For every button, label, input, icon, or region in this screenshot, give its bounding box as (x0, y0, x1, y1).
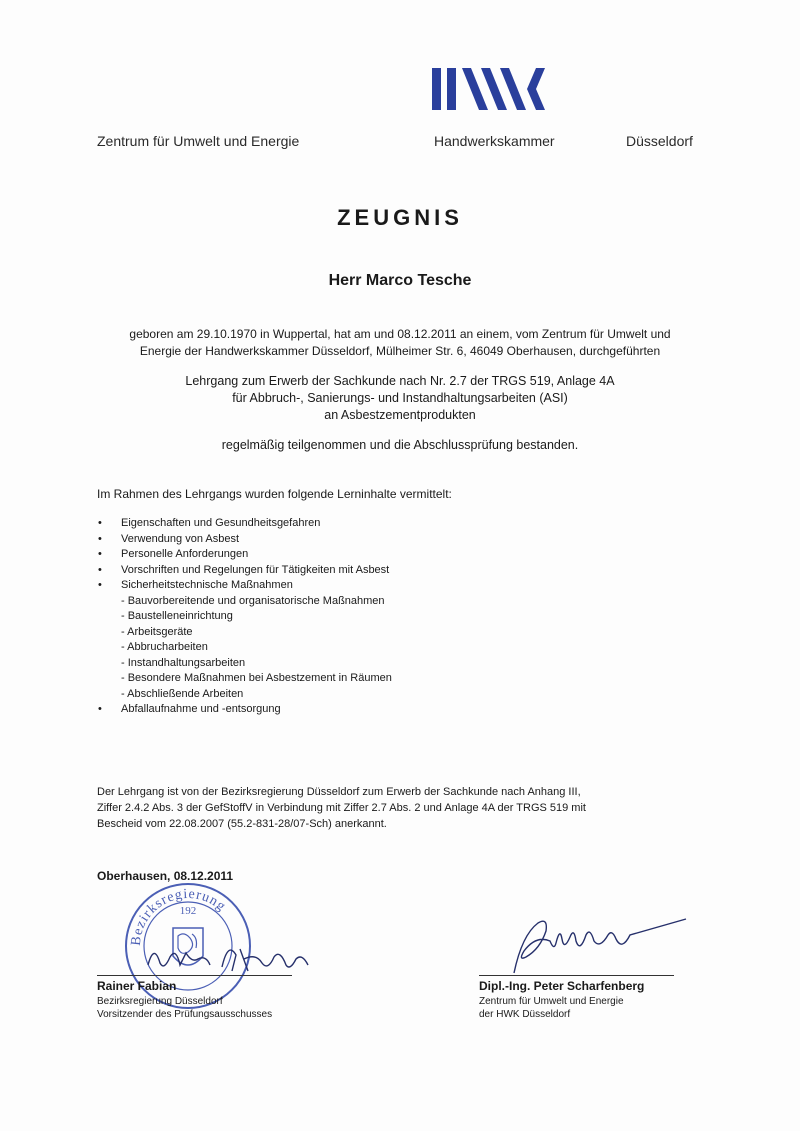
signatory-right-name: Dipl.-Ing. Peter Scharfenberg (479, 979, 645, 993)
course-line: für Abbruch-, Sanierungs- und Instandhaltungsarbeiten (ASI) (232, 391, 568, 405)
place-date: Oberhausen, 08.12.2011 (97, 869, 234, 883)
list-item: • Personelle Anforderungen (97, 547, 392, 563)
recognition-line: Bescheid vom 22.08.2007 (55.2-831-28/07-Sch) anerkannt. (97, 818, 387, 830)
list-item: • Sicherheitstechnische Maßnahmen (97, 578, 392, 594)
bullet-icon: • (98, 563, 102, 576)
list-item: • Verwendung von Asbest (97, 532, 392, 548)
header-right-text: Düsseldorf (626, 133, 693, 149)
signatory-left-name: Rainer Fabian (97, 979, 177, 993)
topics-list (97, 516, 392, 718)
signatory-right-org: Zentrum für Umwelt und Energie (479, 996, 624, 1007)
stamp-number: 192 (179, 905, 197, 917)
sub-list-item: - Abschließende Arbeiten (121, 687, 244, 700)
sub-list-item: - Abbrucharbeiten (121, 641, 208, 653)
topics-heading: Im Rahmen des Lehrgangs wurden folgende Lerninhalte vermittelt: (97, 487, 452, 501)
bullet-icon: • (98, 548, 102, 560)
header-center-text: Handwerkskammer (434, 133, 555, 149)
recognition-paragraph (97, 784, 697, 832)
document-title: ZEUGNIS (337, 205, 463, 230)
list-item: • Vorschriften und Regelungen für Tätigkeiten mit Asbest (97, 563, 392, 579)
signature-right-icon (500, 905, 690, 980)
signature-line-left (97, 975, 292, 976)
recipient-name: Herr Marco Tesche (328, 272, 472, 289)
hwk-logo (432, 68, 548, 110)
signatory-left-org: Bezirksregierung Düsseldorf (97, 996, 223, 1007)
intro-paragraph (0, 326, 800, 360)
bullet-icon: • (98, 532, 102, 545)
signature-line-right (479, 975, 674, 976)
sub-list-item: - Baustelleneinrichtung (121, 610, 233, 622)
list-item: • Eigenschaften und Gesundheitsgefahren (97, 516, 392, 532)
signature-left-icon (140, 935, 320, 980)
recognition-line: Ziffer 2.4.2 Abs. 3 der GefStoffV in Verbindung mit Ziffer 2.7 Abs. 2 und Anlage 4A der TRGS 519 mit (97, 802, 586, 814)
intro-line: geboren am 29.10.1970 in Wuppertal, hat am und 08.12.2011 an einem, vom Zentrum für Umwelt und (129, 327, 671, 341)
course-title (0, 373, 800, 424)
recognition-line: Der Lehrgang ist von der Bezirksregierung Düsseldorf zum Erwerb der Sachkunde nach Anhang III, (97, 786, 581, 798)
header-left-text: Zentrum für Umwelt und Energie (97, 133, 300, 149)
sub-list-item: - Besondere Maßnahmen bei Asbestzement in Räumen (121, 672, 392, 684)
result-text: regelmäßig teilgenommen und die Abschlussprüfung bestanden. (221, 438, 579, 452)
list-item: • Abfallaufnahme und -entsorgung (97, 702, 392, 718)
sub-list-item: - Instandhaltungsarbeiten (121, 656, 246, 669)
sub-list-item: - Bauvorbereitende und organisatorische Maßnahmen (121, 594, 385, 607)
bullet-icon: • (98, 579, 102, 591)
bullet-icon: • (98, 703, 102, 715)
bullet-icon: • (98, 517, 102, 529)
sub-list-item: - Arbeitsgeräte (121, 625, 193, 638)
course-line: Lehrgang zum Erwerb der Sachkunde nach Nr. 2.7 der TRGS 519, Anlage 4A (185, 374, 615, 388)
course-line: an Asbestzementprodukten (324, 408, 476, 422)
stamp-ring-text: Bezirksregierung (128, 886, 229, 947)
signatory-left-role: Vorsitzender des Prüfungsausschusses (97, 1009, 273, 1020)
signatory-right-role: der HWK Düsseldorf (479, 1009, 571, 1020)
intro-line: Energie der Handwerkskammer Düsseldorf, Mülheimer Str. 6, 46049 Oberhausen, durchgeführten (139, 344, 661, 358)
